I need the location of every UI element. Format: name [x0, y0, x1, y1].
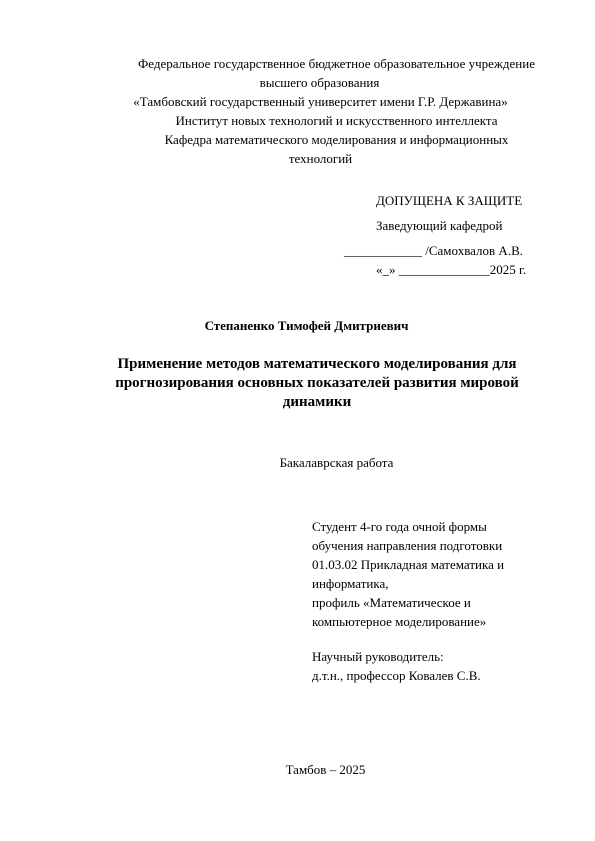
student-info-line: профиль «Математическое и	[312, 595, 471, 610]
supervisor-label: Научный руководитель:	[312, 649, 444, 664]
student-info-line: информатика,	[312, 576, 389, 591]
student-info-line: компьютерное моделирование»	[312, 614, 487, 629]
university-name: «Тамбовский государственный университет имени Г.Р. Державина»	[133, 94, 508, 109]
education-level: высшего образования	[259, 75, 380, 90]
supervisor-name: д.т.н., профессор Ковалев С.В.	[312, 668, 481, 683]
department-name: Кафедра математического моделирования и информационных	[164, 132, 509, 147]
approval-position: Заведующий кафедрой	[376, 218, 503, 233]
approval-title: ДОПУЩЕНА К ЗАЩИТЕ	[376, 193, 523, 208]
student-info-line: обучения направления подготовки	[312, 538, 503, 553]
work-type: Бакалаврская работа	[279, 455, 394, 470]
city-year: Тамбов – 2025	[285, 762, 366, 777]
student-info-line: 01.03.02 Прикладная математика и	[312, 557, 505, 572]
institution-type: Федеральное государственное бюджетное образовательное учреждение	[138, 56, 535, 71]
thesis-title: Применение методов математического моделирования для прогнозирования основных показателей развития мировой динамики	[115, 356, 519, 410]
institute-name: Институт новых технологий и искусственного интеллекта	[175, 113, 498, 128]
department-name-continued: технологий	[288, 151, 353, 166]
author-name: Степаненко Тимофей Дмитриевич	[204, 318, 409, 333]
student-info-line: Студент 4-го года очной формы	[312, 519, 487, 534]
approval-signature: ____________ /Самохвалов А.В.	[344, 243, 523, 258]
approval-date: «_» ______________2025 г.	[376, 262, 527, 277]
